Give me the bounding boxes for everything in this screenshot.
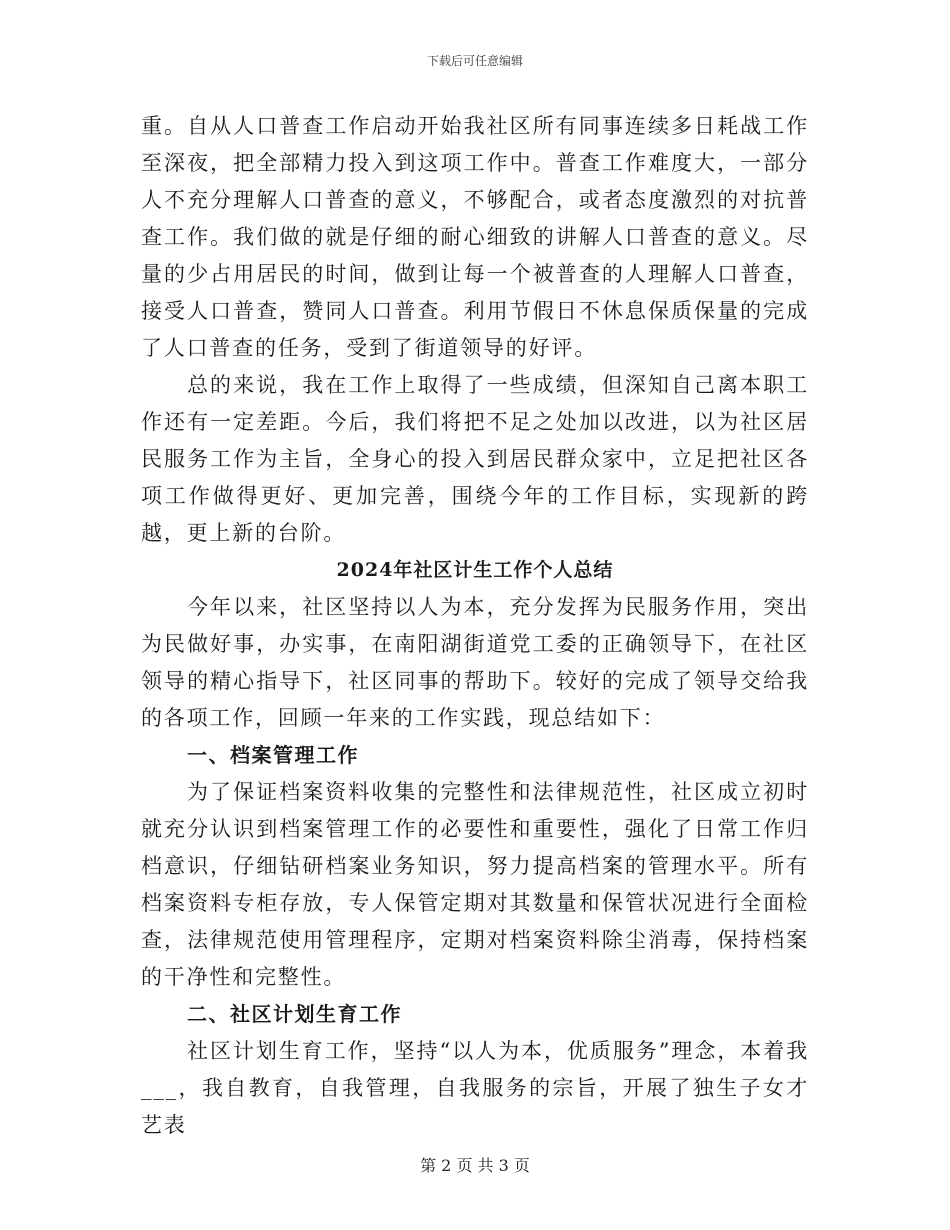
paragraph-family-planning: 社区计划生育工作，坚持“以人为本，优质服务”理念，本着我___，我自教育，自我管理，自我服务的宗旨，开展了独生子女才艺表 (141, 1039, 809, 1137)
paragraph-intro: 今年以来，社区坚持以人为本，充分发挥为民服务作用，突出为民做好事，办实事，在南阳湖街道党工委的正确领导下，在社区领导的精心指导下，社区同事的帮助下。较好的完成了领导交给我的各项工作，回顾一年来的工作实践，现总结如下： (141, 595, 809, 730)
paragraph-summary: 总的来说，我在工作上取得了一些成绩，但深知自己离本职工作还有一定差距。今后，我们将把不足之处加以改进，以为社区居民服务工作为主旨，全身心的投入到居民群众家中，立足把社区各项工作做得更好、更加完善，围绕今年的工作目标，实现新的跨越，更上新的台阶。 (141, 373, 809, 545)
paragraph-archive-management: 为了保证档案资料收集的完整性和法律规范性，社区成立初时就充分认识到档案管理工作的必要性和重要性，强化了日常工作归档意识，仔细钻研档案业务知识，努力提高档案的管理水平。所有档案资料专柜存放，专人保管定期对其数量和保管状况进行全面检查，法律规范使用管理程序，定期对档案资料除尘消毒，保持档案的干净性和完整性。 (141, 780, 809, 989)
page-footer: 第 2 页 共 3 页 (420, 1156, 530, 1175)
page-header: 下载后可任意编辑 (426, 54, 523, 68)
paragraph-census-work: 重。自从人口普查工作启动开始我社区所有同事连续多日耗战工作至深夜，把全部精力投入到这项工作中。普查工作难度大，一部分人不充分理解人口普查的意义，不够配合，或者态度激烈的对抗普查工作。我们做的就是仔细的耐心细致的讲解人口普查的意义。尽量的少占用居民的时间，做到让每一个被普查的人理解人口普查，接受人口普查，赞同人口普查。利用节假日不休息保质保量的完成了人口普查的任务，受到了街道领导的好评。 (141, 114, 809, 360)
section-title: 2024年社区计生工作个人总结 (336, 559, 614, 581)
heading-archive-management: 一、档案管理工作 (187, 743, 359, 767)
heading-family-planning: 二、社区计划生育工作 (187, 1002, 402, 1026)
document-body (141, 108, 809, 1144)
